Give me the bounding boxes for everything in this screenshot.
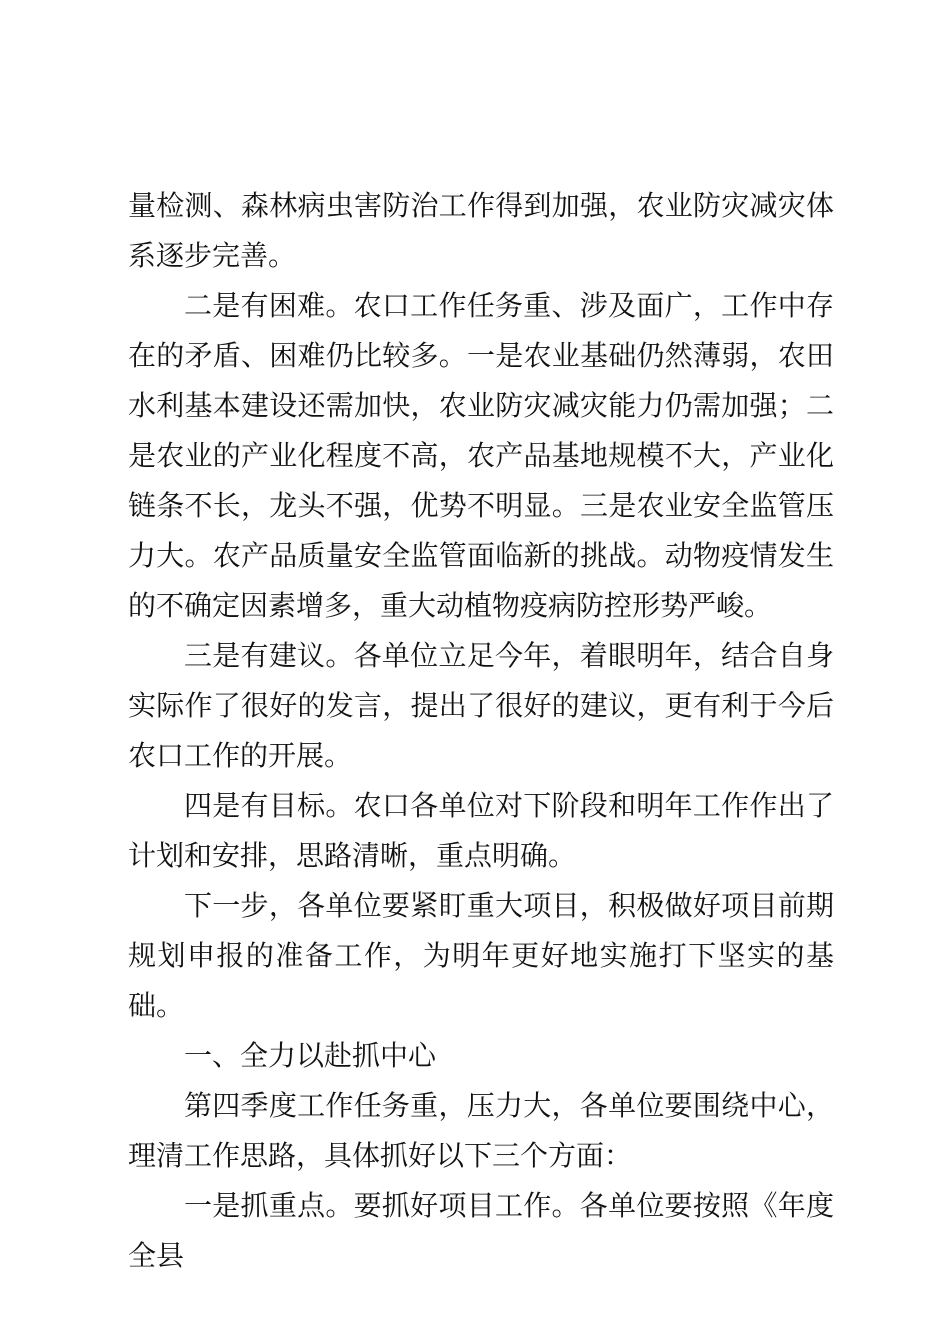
paragraph-next-step: 下一步，各单位要紧盯重大项目，积极做好项目前期规划申报的准备工作，为明年更好地实施打下坚实的基础。 xyxy=(128,889,834,1022)
paragraph-continuation: 量检测、森林病虫害防治工作得到加强，农业防灾减灾体系逐步完善。 xyxy=(128,189,834,272)
paragraph-difficulties: 二是有困难。农口工作任务重、涉及面广，工作中存在的矛盾、困难仍比较多。一是农业基础仍然薄弱，农田水利基本建设还需加快，农业防灾减灾能力仍需加强；二是农业的产业化程度不高，农产品基地规模不大，产业化链条不长，龙头不强，优势不明显。三是农业安全监管压力大。农产品质量安全监管面临新的挑战。动物疫情发生的不确定因素增多，重大动植物疫病防控形势严峻。 xyxy=(128,289,834,622)
paragraph-goals: 四是有目标。农口各单位对下阶段和明年工作作出了计划和安排，思路清晰，重点明确。 xyxy=(128,789,834,872)
document-page xyxy=(128,181,834,1281)
paragraph-key-points: 一是抓重点。要抓好项目工作。各单位要按照《年度全县 xyxy=(128,1189,834,1272)
section-heading: 一、全力以赴抓中心 xyxy=(184,1039,437,1072)
paragraph-fourth-quarter: 第四季度工作任务重，压力大，各单位要围绕中心，理清工作思路，具体抓好以下三个方面： xyxy=(128,1089,834,1172)
paragraph-suggestions: 三是有建议。各单位立足今年，着眼明年，结合自身实际作了很好的发言，提出了很好的建议，更有利于今后农口工作的开展。 xyxy=(128,639,834,772)
